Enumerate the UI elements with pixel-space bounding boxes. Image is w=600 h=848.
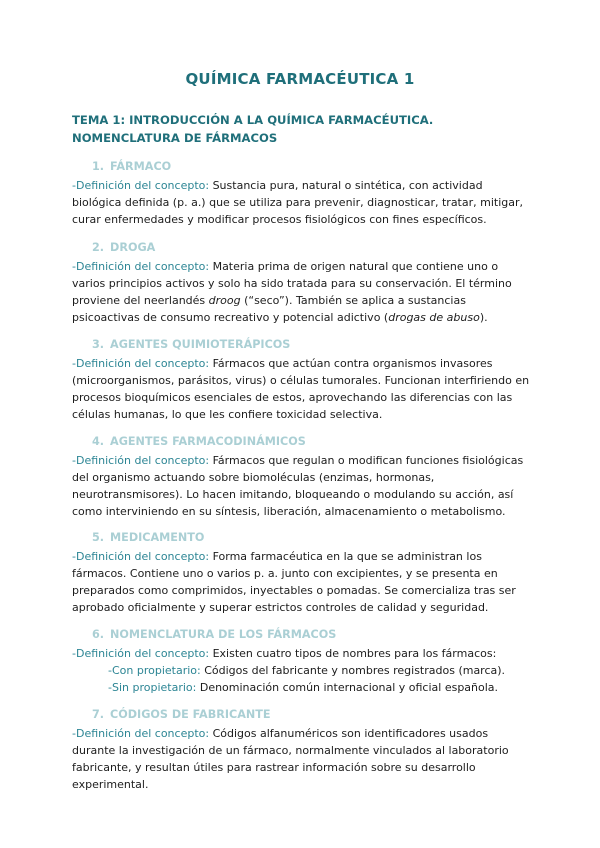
topic-heading: TEMA 1: INTRODUCCIÓN A LA QUÍMICA FARMACÉUTICA. NOMENCLATURA DE FÁRMACOS bbox=[72, 113, 434, 145]
definition-label: -Definición del concepto: bbox=[72, 454, 210, 467]
section-heading bbox=[92, 434, 532, 450]
section-heading bbox=[92, 159, 532, 175]
section-heading bbox=[92, 627, 532, 643]
section-number: 6. bbox=[92, 628, 105, 641]
definition-text: Fármacos que actúan contra organismos invasores (microorganismos, parásitos, virus) o células tumorales. Funcionan interfiriendo en procesos bioquímicos esenciales de estos, aprovechando las diferencias con las células humanas, lo que les confiere toxicidad selectiva. bbox=[72, 357, 530, 421]
definition-label: -Definición del concepto: bbox=[72, 727, 210, 740]
section-heading bbox=[92, 707, 532, 723]
definition-label: -Definición del concepto: bbox=[72, 647, 210, 660]
list-item bbox=[108, 679, 532, 696]
definition-paragraph bbox=[72, 725, 532, 793]
definition-label: -Definición del concepto: bbox=[72, 357, 210, 370]
section-title: MEDICAMENTO bbox=[110, 531, 205, 544]
definition-label: -Definición del concepto: bbox=[72, 260, 210, 273]
section-nomenclatura bbox=[72, 627, 532, 696]
section-number: 5. bbox=[92, 531, 105, 544]
definition-text: ). bbox=[479, 311, 488, 324]
section-agentes-farmacodinamicos bbox=[72, 434, 532, 520]
section-agentes-quimioterapicos bbox=[72, 337, 532, 423]
list-item-text: Códigos del fabricante y nombres registrados (marca). bbox=[204, 664, 506, 677]
definition-text: Materia prima de origen natural que contiene uno o varios principios activos y solo ha sido tratada para su conservación. El término proviene del neerlandés bbox=[72, 260, 512, 307]
definition-paragraph bbox=[72, 258, 532, 326]
section-title: NOMENCLATURA DE LOS FÁRMACOS bbox=[110, 628, 337, 641]
section-heading bbox=[92, 337, 532, 353]
section-droga bbox=[72, 240, 532, 326]
section-title: FÁRMACO bbox=[110, 160, 172, 173]
section-heading bbox=[92, 240, 532, 256]
definition-paragraph bbox=[72, 355, 532, 423]
definition-text: Fármacos que regulan o modifican funciones fisiológicas del organismo actuando sobre biomoléculas (enzimas, hormonas, neurotransmisores). Lo hacen imitando, bloqueando o modulando su acción, así como interviniendo en su síntesis, liberación, almacenamiento o metabolismo. bbox=[72, 454, 524, 518]
list-item-text: Denominación común internacional y oficial española. bbox=[199, 681, 499, 694]
definition-text: Forma farmacéutica en la que se administran los fármacos. Contiene uno o varios p. a. junto con excipientes, y se presenta en preparados como comprimidos, inyectables o pomadas. Se comercializa tras ser aprobado oficialmente y superar estrictos controles de calidad y seguridad. bbox=[72, 550, 516, 614]
section-farmaco bbox=[72, 159, 532, 228]
section-medicamento bbox=[72, 530, 532, 616]
definition-text: Sustancia pura, natural o sintética, con actividad biológica definida (p. a.) que se utiliza para prevenir, diagnosticar, tratar, mitigar, curar enfermedades y modificar procesos fisiológicos con fines específicos. bbox=[72, 179, 524, 226]
definition-paragraph bbox=[72, 548, 532, 616]
section-title: AGENTES QUIMIOTERÁPICOS bbox=[110, 338, 291, 351]
definition-paragraph bbox=[72, 645, 532, 662]
section-title: AGENTES FARMACODINÁMICOS bbox=[110, 435, 306, 448]
definition-text: (“seco”). También se aplica a sustancias psicoactivas de consumo recreativo y potencial adictivo ( bbox=[72, 294, 466, 324]
section-title: CÓDIGOS DE FABRICANTE bbox=[110, 708, 271, 721]
definition-paragraph bbox=[72, 452, 532, 520]
section-heading bbox=[92, 530, 532, 546]
emphasis-term: droog bbox=[208, 294, 241, 307]
document-title: QUÍMICA FARMACÉUTICA 1 bbox=[185, 70, 415, 88]
definition-text: Códigos alfanuméricos son identificadores usados durante la investigación de un fármaco, normalmente vinculados al laboratorio fabricante, y resultan útiles para rastrear información sobre su desarrollo experimental. bbox=[72, 727, 509, 791]
definition-text: Existen cuatro tipos de nombres para los fármacos: bbox=[212, 647, 497, 660]
section-number: 2. bbox=[92, 241, 105, 254]
list-item-label: -Sin propietario: bbox=[108, 681, 197, 694]
definition-label: -Definición del concepto: bbox=[72, 179, 210, 192]
definition-paragraph bbox=[72, 177, 532, 228]
section-number: 1. bbox=[92, 160, 105, 173]
section-number: 7. bbox=[92, 708, 105, 721]
section-codigos-fabricante bbox=[72, 707, 532, 793]
emphasis-term: drogas de abuso bbox=[388, 311, 480, 324]
list-item bbox=[108, 662, 532, 679]
section-number: 4. bbox=[92, 435, 105, 448]
list-item-label: -Con propietario: bbox=[108, 664, 201, 677]
section-number: 3. bbox=[92, 338, 105, 351]
definition-label: -Definición del concepto: bbox=[72, 550, 210, 563]
section-title: DROGA bbox=[110, 241, 156, 254]
